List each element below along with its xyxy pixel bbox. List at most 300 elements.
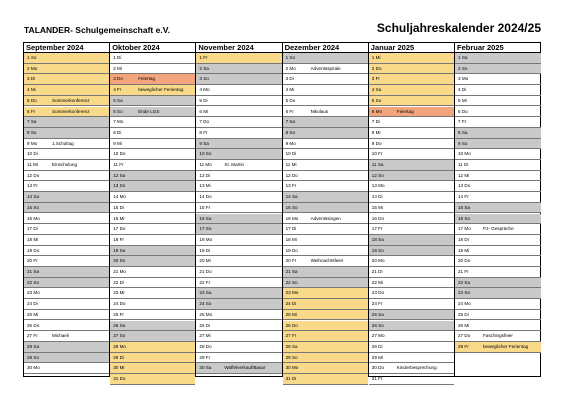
day-cell — [455, 74, 541, 85]
day-cell — [455, 64, 541, 75]
day-cell — [369, 331, 454, 342]
event-label: beweglicher Ferientag — [138, 87, 184, 93]
day-cell — [455, 96, 541, 107]
day-label: 13 Fr — [27, 183, 38, 189]
day-cell — [369, 203, 454, 214]
day-cell — [455, 214, 541, 225]
month-column — [455, 43, 541, 376]
day-cell — [369, 53, 454, 64]
day-label: 2 Sa — [199, 65, 209, 71]
day-cell — [110, 74, 195, 85]
day-label: 19 Do — [285, 247, 298, 253]
day-cell — [196, 246, 281, 257]
day-cell — [196, 117, 281, 128]
day-cell — [455, 246, 541, 257]
day-label: 18 Mi — [285, 236, 297, 242]
day-cell — [24, 214, 109, 225]
day-label: 25 Sa — [371, 311, 384, 317]
day-label: 6 Fr — [285, 108, 294, 114]
day-label: 23 So — [458, 290, 471, 296]
day-cell — [24, 139, 109, 150]
month-column — [24, 43, 110, 376]
day-cell — [110, 374, 195, 385]
event-label: Einschulung — [52, 162, 78, 167]
day-cell — [196, 149, 281, 160]
day-cell — [24, 256, 109, 267]
day-label: 10 Mo — [458, 151, 471, 157]
day-label: 11 Mi — [27, 162, 38, 167]
day-label: 20 Mi — [199, 258, 211, 264]
day-label: 12 So — [371, 172, 384, 178]
day-cell — [283, 224, 368, 235]
day-cell — [283, 214, 368, 225]
day-label: 29 So — [27, 354, 40, 360]
day-label: 23 Do — [371, 290, 385, 296]
day-cell — [283, 149, 368, 160]
day-cell — [455, 181, 541, 192]
day-label: 10 Fr — [371, 151, 383, 157]
day-label: 15 Fr — [199, 204, 211, 210]
day-cell — [369, 64, 454, 75]
day-cell — [369, 353, 454, 364]
day-label: 22 Mi — [371, 279, 384, 285]
day-cell — [369, 246, 454, 257]
day-label: 10 Do — [113, 151, 126, 157]
day-cell — [369, 74, 454, 85]
day-label: 17 Di — [27, 226, 38, 232]
day-cell — [455, 171, 541, 182]
day-cell — [283, 107, 368, 118]
day-cell — [369, 107, 454, 118]
day-label: 19 Do — [27, 247, 40, 253]
day-cell — [455, 203, 541, 214]
event-label: Waffelverkauf/Basar — [224, 365, 266, 371]
day-cell — [455, 128, 541, 139]
day-label: 30 Do — [371, 365, 385, 371]
day-cell — [24, 203, 109, 214]
day-label: 14 Fr — [458, 194, 469, 200]
day-label: 22 So — [285, 279, 298, 285]
day-cell — [455, 107, 541, 118]
day-label: 4 Mi — [285, 87, 295, 93]
day-label: 28 Di — [371, 343, 383, 349]
month-header: November 2024 — [196, 43, 281, 53]
day-label: 4 Mi — [27, 87, 36, 93]
day-cell — [369, 278, 454, 289]
day-cell — [24, 224, 109, 235]
day-cell — [110, 203, 195, 214]
day-cell — [196, 214, 281, 225]
day-cell — [110, 149, 195, 160]
day-cell — [283, 331, 368, 342]
day-label: 17 Di — [285, 226, 297, 232]
day-label: 5 Di — [199, 97, 208, 103]
day-label: 29 Di — [113, 354, 124, 360]
day-label: 23 Mo — [285, 290, 299, 296]
day-cell — [455, 224, 541, 235]
day-label: 26 Do — [285, 322, 298, 328]
day-cell — [24, 342, 109, 353]
day-label: 3 So — [199, 76, 209, 82]
school-name: TALANDER- Schulgemeinschaft e.V. — [24, 25, 170, 35]
day-label: 14 Di — [371, 194, 383, 200]
day-cell — [369, 117, 454, 128]
day-cell — [196, 331, 281, 342]
day-label: 9 Sa — [199, 140, 209, 146]
day-label: 25 Mi — [285, 311, 297, 317]
day-cell — [24, 107, 109, 118]
day-cell — [24, 96, 109, 107]
day-label: 25 Fr — [113, 311, 124, 317]
day-label: 4 Di — [458, 87, 467, 93]
day-cell — [196, 192, 281, 203]
event-label: Nikolaus — [310, 108, 329, 114]
day-label: 22 Di — [113, 279, 124, 285]
event-label: St. Martin — [224, 162, 245, 167]
day-cell — [283, 192, 368, 203]
day-label: 26 Do — [27, 322, 40, 328]
day-cell — [110, 224, 195, 235]
day-cell — [196, 310, 281, 321]
day-cell — [196, 53, 281, 64]
day-label: 15 So — [27, 204, 40, 210]
event-label: Weihnachtsfeier — [310, 258, 344, 264]
day-label: 21 Do — [199, 269, 212, 274]
day-label: 27 Fr — [27, 333, 38, 339]
day-label: 15 So — [285, 204, 298, 210]
day-label: 2 Do — [371, 65, 382, 71]
day-cell — [283, 203, 368, 214]
day-label: 19 Sa — [113, 247, 126, 253]
day-cell — [24, 267, 109, 278]
day-cell — [110, 160, 195, 171]
day-label: 26 So — [371, 322, 384, 328]
day-label: 16 Mi — [113, 215, 125, 221]
day-label: 20 Do — [458, 258, 471, 264]
day-cell — [283, 246, 368, 257]
day-label: 28 Do — [199, 343, 212, 349]
day-label: 18 Mo — [199, 236, 213, 242]
day-label: 11 Fr — [113, 162, 124, 167]
month-header: Januar 2025 — [369, 43, 454, 53]
month-header: Dezember 2024 — [283, 43, 368, 53]
day-label: 7 Mo — [113, 119, 124, 125]
day-label: 3 Di — [285, 76, 294, 82]
day-cell — [283, 117, 368, 128]
day-label: 29 Mi — [371, 354, 384, 360]
day-label: 21 Fr — [458, 269, 469, 274]
day-label: 15 Mi — [371, 204, 384, 210]
event-label: Feiertag — [396, 108, 414, 114]
day-cell — [196, 299, 281, 310]
day-label: 8 Fr — [199, 129, 208, 135]
day-label: 12 Do — [285, 172, 298, 178]
day-label: 3 Do — [113, 76, 123, 82]
day-label: 16 Do — [371, 215, 385, 221]
day-cell — [24, 53, 109, 64]
day-label: 10 So — [199, 151, 212, 157]
day-label: 6 Mo — [371, 108, 383, 114]
day-cell — [196, 64, 281, 75]
day-label: 18 Fr — [113, 236, 124, 242]
day-cell — [24, 128, 109, 139]
day-cell — [369, 139, 454, 150]
day-cell — [283, 235, 368, 246]
day-cell — [283, 353, 368, 364]
day-label: 2 So — [458, 65, 468, 71]
day-label: 16 Mo — [285, 215, 299, 221]
day-cell — [110, 53, 195, 64]
day-label: 27 Mo — [371, 333, 385, 339]
day-label: 12 Di — [199, 172, 211, 178]
day-label: 9 Mo — [285, 140, 296, 146]
day-cell — [455, 342, 541, 353]
day-label: 8 So — [27, 129, 37, 135]
day-label: 30 Sa — [199, 365, 212, 371]
day-label: 14 Do — [199, 194, 212, 200]
day-label: 9 Mo — [27, 140, 38, 146]
day-cell — [455, 299, 541, 310]
day-cell — [455, 53, 541, 64]
day-cell — [110, 214, 195, 225]
day-label: 30 Mo — [285, 365, 299, 371]
day-label: 4 Fr — [113, 87, 122, 93]
day-cell — [455, 267, 541, 278]
day-cell — [369, 181, 454, 192]
day-label: 7 Di — [371, 119, 380, 125]
day-cell — [110, 342, 195, 353]
day-cell — [455, 235, 541, 246]
day-label: 24 Do — [113, 301, 126, 307]
day-cell — [196, 224, 281, 235]
day-cell — [110, 96, 195, 107]
day-cell — [24, 278, 109, 289]
day-cell — [196, 321, 281, 332]
day-label: 17 Do — [113, 226, 126, 232]
day-cell — [369, 192, 454, 203]
day-cell — [24, 235, 109, 246]
day-cell — [196, 128, 281, 139]
day-cell — [110, 117, 195, 128]
day-cell — [24, 181, 109, 192]
day-cell — [196, 85, 281, 96]
day-cell — [369, 128, 454, 139]
day-cell — [369, 342, 454, 353]
day-label: 3 Di — [27, 76, 36, 82]
event-label: Kinderbesprechung — [396, 365, 437, 371]
day-label: 21 Sa — [285, 269, 298, 274]
day-label: 6 Mi — [199, 108, 209, 114]
day-cell — [196, 363, 281, 374]
day-cell — [283, 128, 368, 139]
day-cell — [110, 107, 195, 118]
day-cell — [24, 299, 109, 310]
day-label: 31 Fr — [371, 376, 383, 381]
day-cell — [369, 299, 454, 310]
day-label: 13 Fr — [285, 183, 297, 189]
month-column — [196, 43, 282, 376]
day-label: 21 Di — [371, 269, 383, 274]
day-cell — [110, 267, 195, 278]
day-cell — [24, 321, 109, 332]
day-label: 22 Sa — [458, 279, 471, 285]
day-cell — [455, 85, 541, 96]
day-cell — [369, 96, 454, 107]
calendar-title: Schuljahreskalender 2024/25 — [376, 21, 541, 35]
day-cell — [110, 246, 195, 257]
day-cell — [369, 160, 454, 171]
day-cell — [455, 160, 541, 171]
day-label: 18 Sa — [371, 236, 384, 242]
day-cell — [283, 267, 368, 278]
day-cell — [283, 96, 368, 107]
day-label: 28 Sa — [27, 343, 40, 349]
event-label: Faschingsfeier — [483, 333, 513, 339]
day-cell — [196, 353, 281, 364]
day-label: 1 Sa — [458, 55, 468, 60]
day-cell — [196, 256, 281, 267]
day-cell — [196, 288, 281, 299]
day-cell — [24, 310, 109, 321]
day-label: 18 Di — [458, 236, 469, 242]
day-label: 22 So — [27, 279, 40, 285]
day-label: 12 Mi — [458, 172, 470, 178]
day-label: 5 So — [371, 97, 382, 103]
day-cell — [24, 171, 109, 182]
day-cell — [196, 267, 281, 278]
day-label: 5 Sa — [113, 97, 123, 103]
day-label: 27 Do — [458, 333, 471, 339]
month-column — [110, 43, 196, 381]
day-cell — [369, 374, 454, 385]
day-cell — [24, 363, 109, 374]
day-cell — [283, 181, 368, 192]
day-label: 1 Fr — [199, 55, 208, 60]
day-label: 2 Mi — [113, 65, 122, 71]
day-cell — [24, 288, 109, 299]
day-label: 11 Mo — [199, 162, 212, 167]
day-cell — [455, 192, 541, 203]
day-cell — [24, 331, 109, 342]
day-label: 31 Di — [285, 376, 297, 381]
day-label: 1 So — [27, 55, 37, 60]
month-header: Oktober 2024 — [110, 43, 195, 53]
day-cell — [196, 342, 281, 353]
day-cell — [283, 310, 368, 321]
day-cell — [196, 171, 281, 182]
day-cell — [24, 192, 109, 203]
day-label: 9 So — [458, 140, 468, 146]
day-label: 8 Di — [113, 129, 122, 135]
day-label: 7 Do — [199, 119, 210, 125]
day-cell — [283, 74, 368, 85]
day-cell — [110, 139, 195, 150]
day-label: 20 Fr — [27, 258, 38, 264]
event-label: Sommerkonferenz — [52, 108, 90, 114]
day-cell — [196, 160, 281, 171]
day-label: 14 Sa — [27, 194, 40, 200]
day-label: 4 Mo — [199, 87, 210, 93]
day-label: 3 Mo — [458, 76, 469, 82]
day-label: 20 Mo — [371, 258, 385, 264]
event-label: Michaeli — [52, 333, 69, 339]
event-label: Adventsspirale — [310, 65, 341, 71]
day-cell — [455, 310, 541, 321]
day-cell — [283, 64, 368, 75]
day-cell — [455, 331, 541, 342]
day-label: 27 So — [113, 333, 126, 339]
day-cell — [110, 363, 195, 374]
day-cell — [455, 288, 541, 299]
day-cell — [455, 278, 541, 289]
day-cell — [283, 171, 368, 182]
day-label: 12 Sa — [113, 172, 126, 178]
day-cell — [24, 160, 109, 171]
day-label: 7 Sa — [285, 119, 296, 125]
day-label: 25 Mo — [199, 311, 213, 317]
day-label: 17 So — [199, 226, 212, 232]
day-cell — [283, 256, 368, 267]
day-cell — [283, 342, 368, 353]
day-label: 13 Mo — [371, 183, 385, 189]
day-cell — [283, 321, 368, 332]
day-cell — [110, 256, 195, 267]
day-cell — [110, 310, 195, 321]
day-label: 5 Do — [27, 97, 37, 103]
day-cell — [283, 85, 368, 96]
day-cell — [283, 299, 368, 310]
day-cell — [369, 214, 454, 225]
day-label: 11 Sa — [371, 162, 384, 167]
day-cell — [110, 288, 195, 299]
event-label: Feiertag — [138, 76, 156, 82]
month-column — [369, 43, 455, 381]
day-label: 28 Fr — [458, 343, 469, 349]
day-label: 24 So — [199, 301, 212, 307]
day-label: 16 Sa — [199, 215, 212, 221]
day-label: 24 Di — [285, 301, 297, 307]
day-label: 10 Di — [27, 151, 38, 157]
day-label: 21 Mo — [113, 269, 126, 274]
day-label: 29 Fr — [199, 354, 211, 360]
day-cell — [24, 117, 109, 128]
day-label: 14 Sa — [285, 194, 298, 200]
day-cell — [283, 363, 368, 374]
day-cell — [196, 203, 281, 214]
event-label: Adventssingen — [310, 215, 341, 221]
day-cell — [283, 278, 368, 289]
day-label: 22 Fr — [199, 279, 211, 285]
day-label: 7 Fr — [458, 119, 467, 125]
day-label: 27 Fr — [285, 333, 297, 339]
day-label: 5 Do — [285, 97, 296, 103]
day-cell — [24, 74, 109, 85]
day-cell — [369, 363, 454, 374]
day-label: 24 Di — [27, 301, 38, 307]
day-cell — [110, 128, 195, 139]
day-label: 26 Sa — [113, 322, 126, 328]
day-cell — [455, 256, 541, 267]
day-label: 5 Mi — [458, 97, 467, 103]
day-label: 28 Mo — [113, 343, 126, 349]
event-label: beweglicher Ferientag — [483, 343, 529, 349]
day-cell — [369, 267, 454, 278]
day-cell — [110, 321, 195, 332]
day-label: 20 Fr — [285, 258, 297, 264]
day-cell — [455, 117, 541, 128]
day-label: 8 So — [285, 129, 296, 135]
month-header: September 2024 — [24, 43, 109, 53]
